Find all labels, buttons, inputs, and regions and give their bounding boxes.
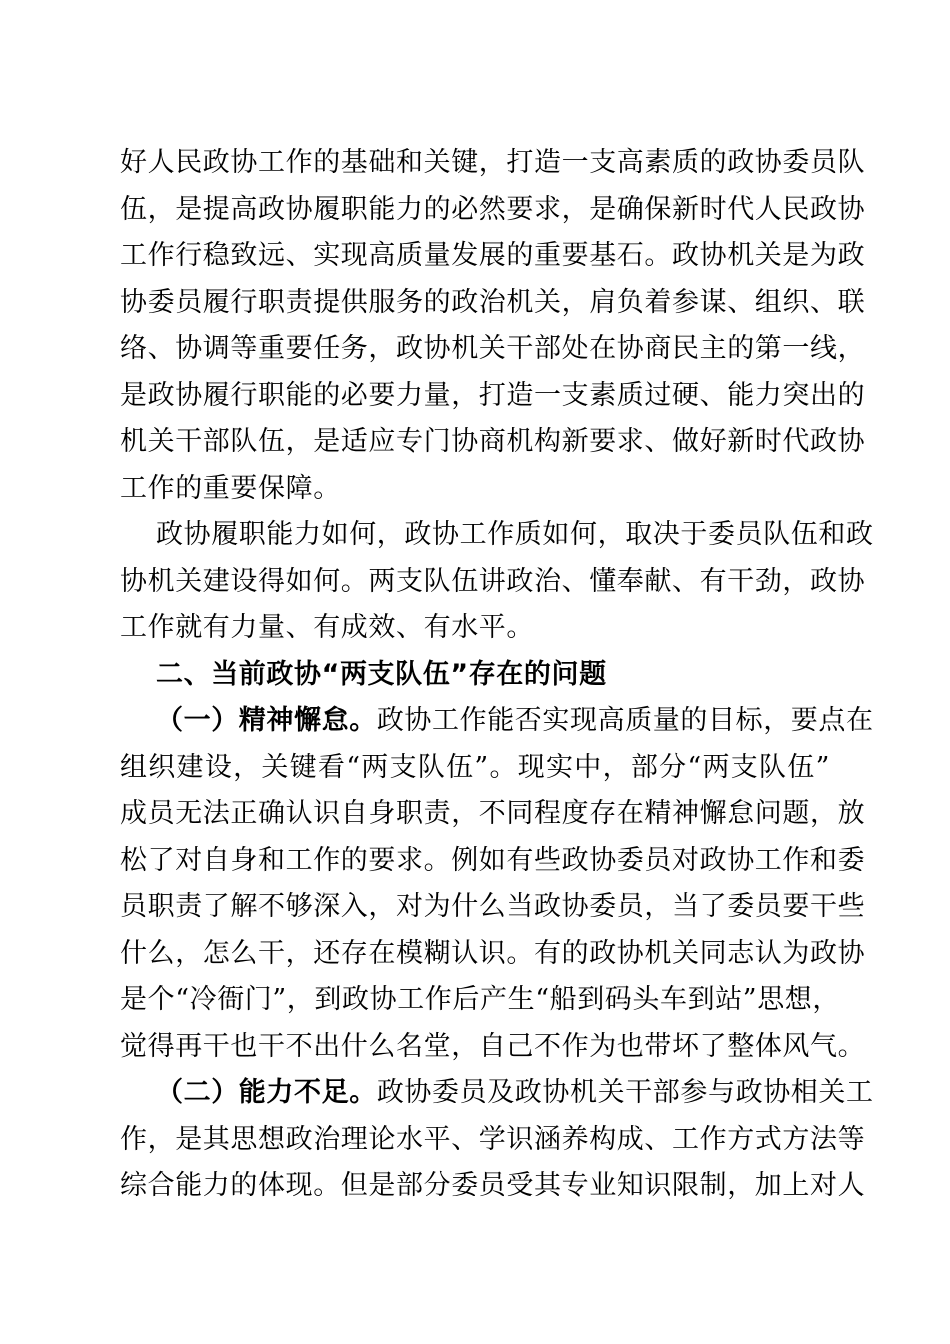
section-1-line-6: 什么，怎么干，还存在模糊认识。有的政协机关同志认为政协 [120, 938, 866, 969]
section-2-line-2: 作，是其思想政治理论水平、学识涵养构成、工作方式方法等 [120, 1124, 866, 1155]
section-2-title: （二）能力不足。 [156, 1077, 377, 1108]
section-1-line-7: 是个“冷衙门”，到政协工作后产生“船到码头车到站”思想， [120, 984, 841, 1015]
section-2-line-3: 综合能力的体现。但是部分委员受其专业知识限制，加上对人 [120, 1170, 866, 1201]
section-1-first-line-text: 政协工作能否实现高质量的目标，要点在 [376, 705, 874, 736]
section-2-first-line [156, 1076, 874, 1110]
section-1-line-2: 组织建设，关键看“两支队伍”。现实中，部分“两支队伍” [120, 752, 830, 783]
paragraph-2-line-1: 政协履职能力如何，政协工作质如何，取决于委员队伍和政 [156, 519, 874, 550]
section-1-line-5: 员职责了解不够深入，对为什么当政协委员，当了委员要干些 [120, 891, 866, 922]
paragraph-1-line-8: 工作的重要保障。 [120, 473, 341, 504]
section-1-line-4: 松了对自身和工作的要求。例如有些政协委员对政协工作和委 [120, 845, 866, 876]
paragraph-1-line-1: 好人民政协工作的基础和关键，打造一支高素质的政协委员队 [120, 147, 866, 178]
section-1-line-8: 觉得再干也干不出什么名堂，自己不作为也带坏了整体风气。 [120, 1031, 866, 1062]
section-1-first-line [156, 704, 874, 738]
section-2-first-line-text: 政协委员及政协机关干部参与政协相关工 [376, 1077, 874, 1108]
paragraph-1-line-3: 工作行稳致远、实现高质量发展的重要基石。政协机关是为政 [120, 240, 866, 271]
paragraph-2-line-3: 工作就有力量、有成效、有水平。 [120, 612, 534, 643]
paragraph-1-line-6: 是政协履行职能的必要力量，打造一支素质过硬、能力突出的 [120, 380, 866, 411]
section-1-line-3: 成员无法正确认识自身职责，不同程度存在精神懈怠问题，放 [120, 798, 866, 829]
paragraph-1-line-2: 伍，是提高政协履职能力的必然要求，是确保新时代人民政协 [120, 194, 866, 225]
section-1-title: （一）精神懈怠。 [156, 705, 377, 736]
paragraph-1-line-7: 机关干部队伍，是适应专门协商机构新要求、做好新时代政协 [120, 426, 866, 457]
section-heading: 二、当前政协“两支队伍”存在的问题 [156, 659, 607, 690]
paragraph-1-line-4: 协委员履行职责提供服务的政治机关，肩负着参谋、组织、联 [120, 287, 866, 318]
paragraph-2-line-2: 协机关建设得如何。两支队伍讲政治、懂奉献、有干劲，政协 [120, 566, 866, 597]
paragraph-1-line-5: 络、协调等重要任务，政协机关干部处在协商民主的第一线， [120, 333, 866, 364]
